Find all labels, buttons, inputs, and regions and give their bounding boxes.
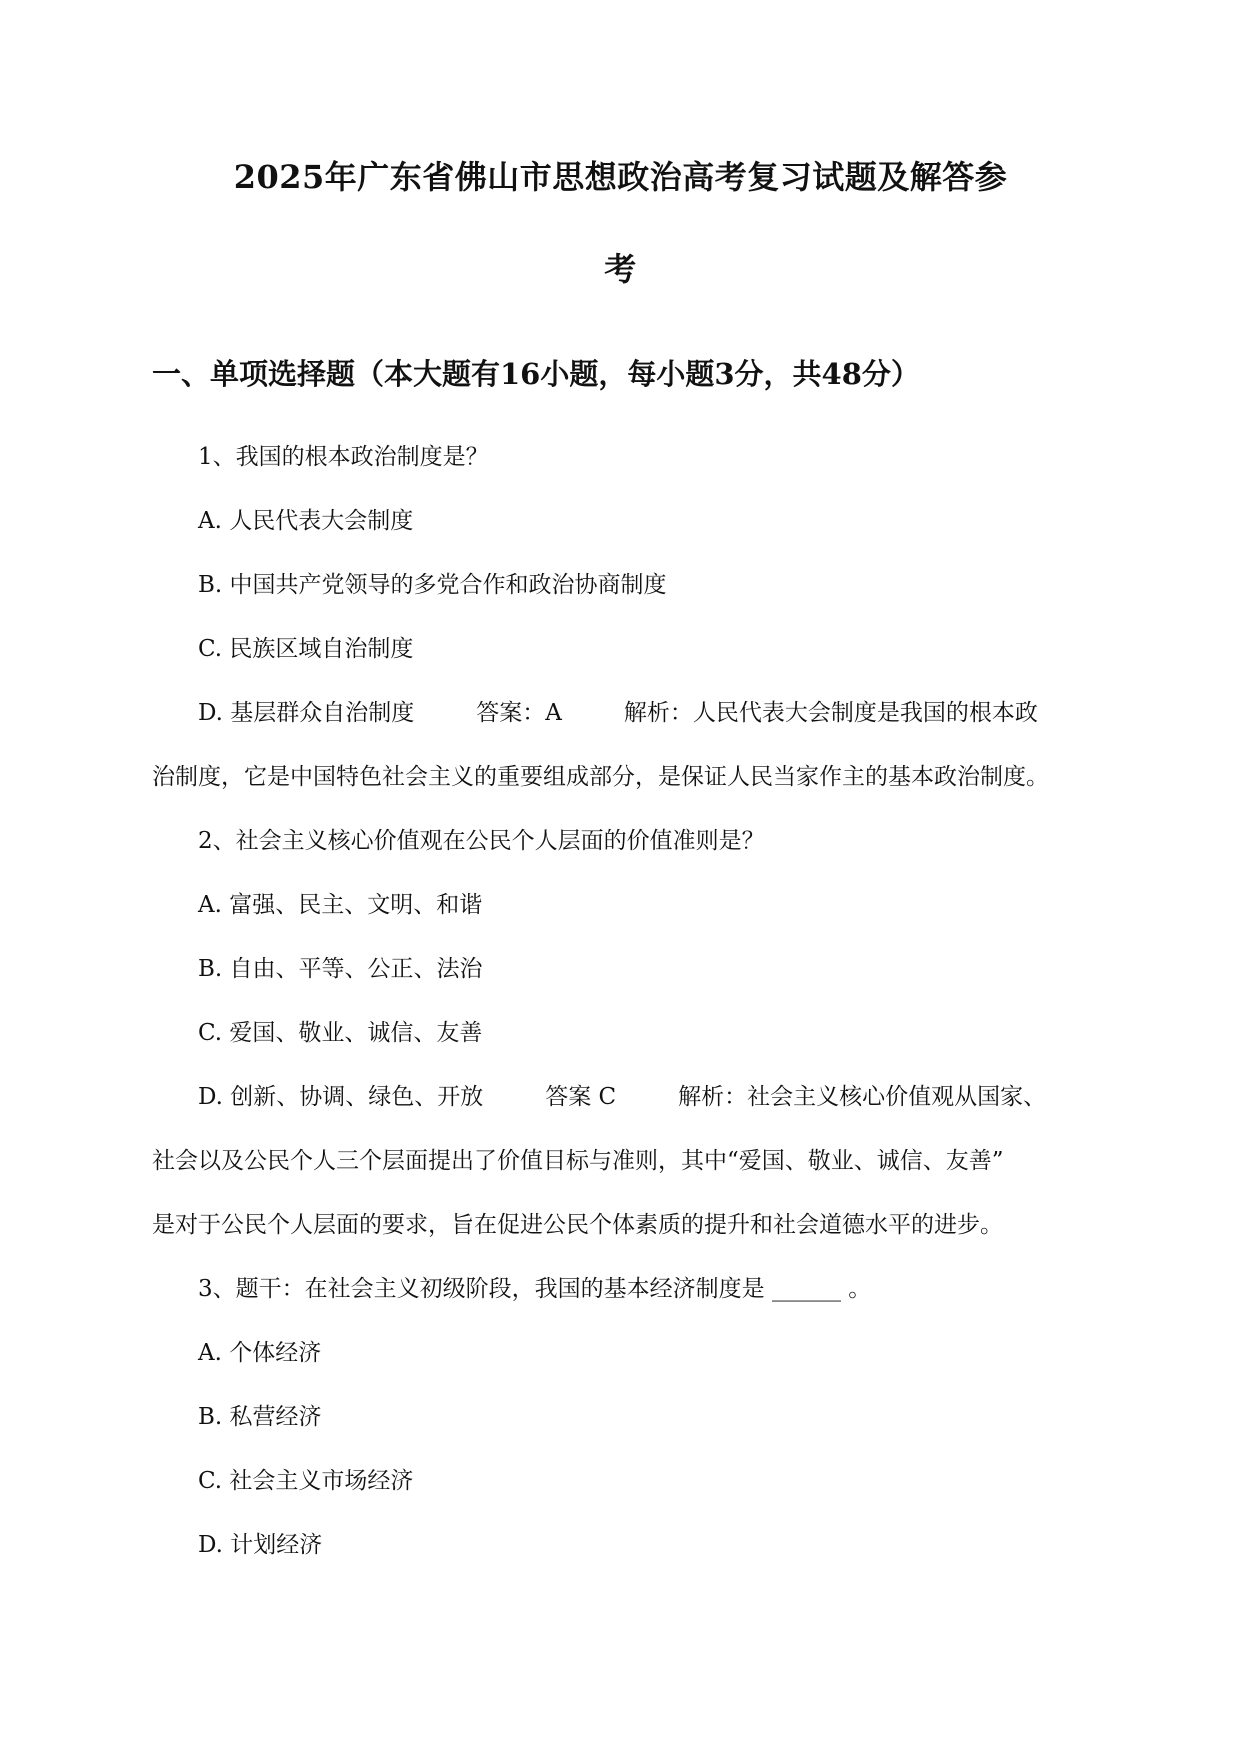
option-d: D. 基层群众自治制度: [198, 700, 415, 726]
option-c: C. 社会主义市场经济: [198, 1468, 414, 1494]
option-c: C. 爱国、敬业、诚信、友善: [198, 1020, 483, 1046]
question-stem: 3、题干：在社会主义初级阶段，我国的基本经济制度是 ______ 。: [198, 1276, 872, 1302]
option-b: B. 自由、平等、公正、法治: [198, 956, 483, 982]
section-heading: 一、单项选择题（本大题有16小题，每小题3分，共48分）: [152, 357, 920, 391]
option-a: A. 人民代表大会制度: [198, 508, 414, 534]
document-title-line-2: 考: [604, 250, 637, 288]
analysis-text: 解析：人民代表大会制度是我国的根本政: [623, 700, 1038, 726]
option-c: C. 民族区域自治制度: [198, 636, 414, 662]
analysis-text: 解析：社会主义核心价值观从国家、: [678, 1084, 1047, 1110]
option-a: A. 个体经济: [198, 1340, 322, 1366]
analysis-continuation: 是对于公民个人层面的要求，旨在促进公民个体素质的提升和社会道德水平的进步。: [152, 1212, 1003, 1238]
answer: 答案 C: [545, 1084, 617, 1110]
question-stem: 1、我国的根本政治制度是？: [198, 444, 489, 470]
analysis-continuation: 治制度，它是中国特色社会主义的重要组成部分，是保证人民当家作主的基本政治制度。: [152, 764, 1049, 790]
option-b: B. 中国共产党领导的多党合作和政治协商制度: [198, 572, 667, 598]
option-a: A. 富强、民主、文明、和谐: [198, 892, 483, 918]
option-d: D. 创新、协调、绿色、开放: [198, 1084, 484, 1110]
question-stem: 2、社会主义核心价值观在公民个人层面的价值准则是？: [198, 828, 765, 854]
analysis-continuation: 社会以及公民个人三个层面提出了价值目标与准则，其中“爱国、敬业、诚信、友善”: [152, 1148, 1004, 1174]
option-d-line: [198, 1078, 1046, 1111]
option-b: B. 私营经济: [198, 1404, 322, 1430]
option-d-line: [198, 694, 1038, 727]
document-title-line-1: 2025年广东省佛山市思想政治高考复习试题及解答参: [233, 158, 1008, 196]
answer: 答案：A: [476, 700, 562, 726]
option-d: D. 计划经济: [198, 1532, 323, 1558]
